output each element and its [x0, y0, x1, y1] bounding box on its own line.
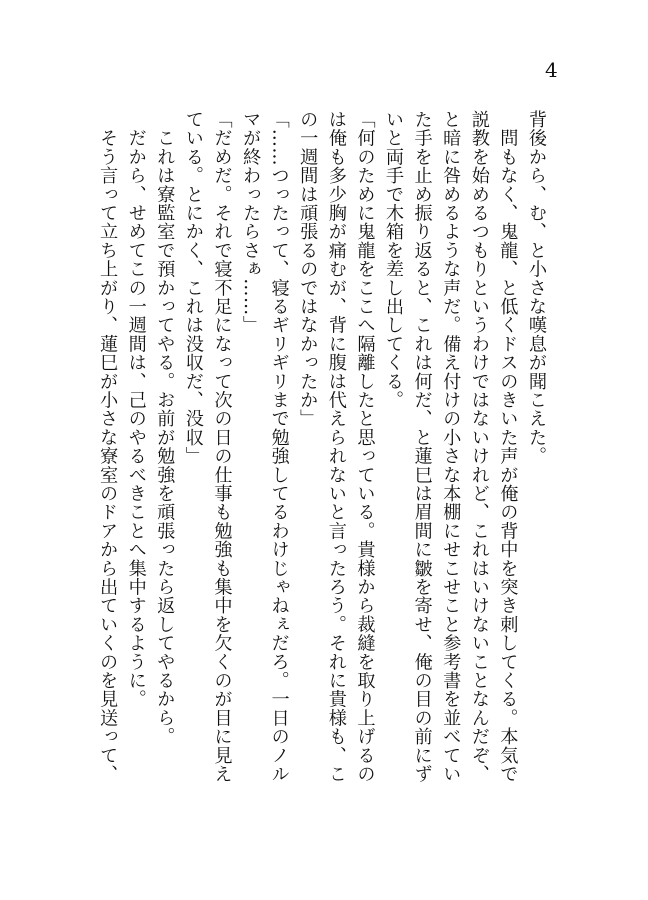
- text-line: た手を止め振り返ると、これは何だ、と蓮巳は眉間に皺を寄せ、俺の目の前にず: [411, 110, 433, 784]
- text-line: 説教を始めるつもりというわけではないけれど、これはいけないことなんだぞ、: [468, 110, 490, 784]
- novel-text: [97, 110, 550, 830]
- text-line: これは寮監室で預かってやる。お前が勉強を頑張ったら返してやるから。: [154, 110, 176, 746]
- page-number: 4: [545, 58, 558, 82]
- text-line: マが終わったらさぁ……」: [240, 110, 262, 335]
- text-line: は俺も多少胸が痛むが、背に腹は代えられないと言ったろう。それに貴様も、こ: [325, 110, 347, 784]
- text-line: 「だめだ。それで寝不足になって次の日の仕事も勉強も集中を欠くのが目に見え: [211, 110, 233, 784]
- text-line: 「何のために鬼龍をここへ隔離したと思っている。貴様から裁縫を取り上げるの: [354, 110, 376, 784]
- text-line: ている。とにかく、これは没収だ、没収」: [182, 110, 204, 466]
- text-line: の一週間は頑張るのではなかったか」: [297, 110, 319, 428]
- text-line: そう言って立ち上がり、蓮巳が小さな寮室のドアから出ていくのを見送って、: [97, 110, 119, 784]
- text-line: 問もなく、鬼龍、と低くドスのきいた声が俺の背中を突き刺してくる。本気で: [497, 110, 519, 784]
- text-line: 「……つったって、寝るギリギリまで勉強してるわけじゃねぇだろ。一日のノル: [268, 110, 290, 784]
- text-line: 背後から、む、と小さな嘆息が聞こえた。: [526, 110, 547, 466]
- text-line: だから、せめてこの一週間は、己のやるべきことへ集中するように。: [125, 110, 147, 709]
- text-line: いと両手で木箱を差し出してくる。: [383, 110, 405, 410]
- text-line: と暗に咎めるような声だ。備え付けの小さな本棚にせこせこと参考書を並べてい: [440, 110, 462, 784]
